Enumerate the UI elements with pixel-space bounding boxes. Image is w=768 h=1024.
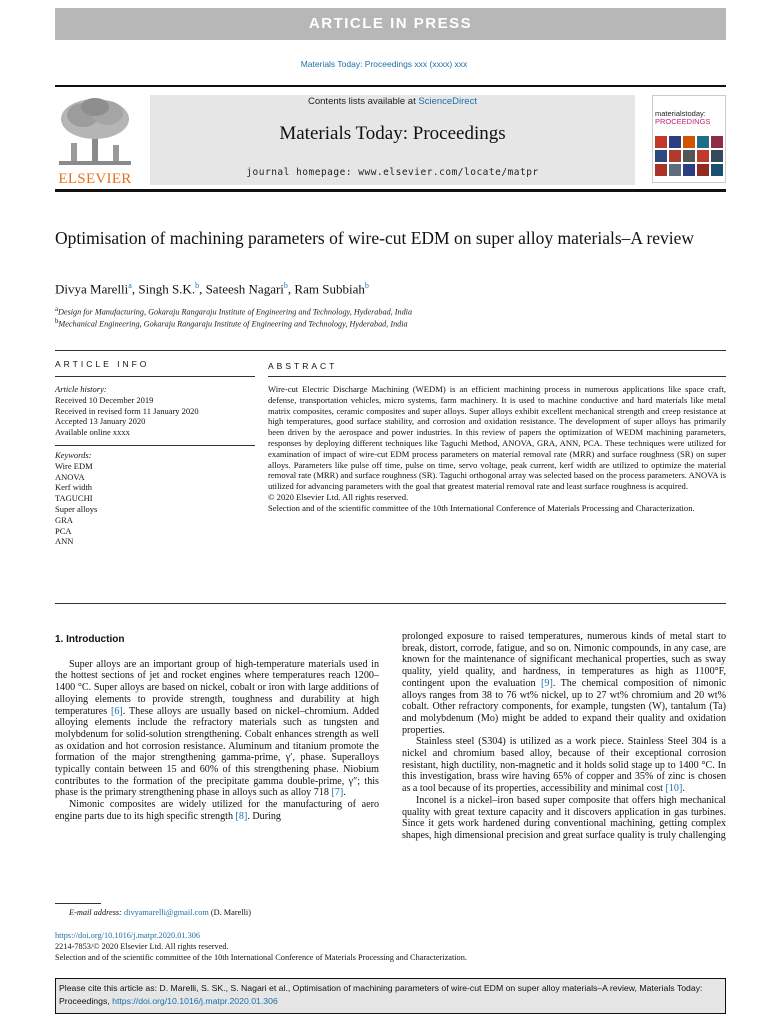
contents-available-line <box>150 95 635 109</box>
selection-footnote: Selection and of the scientific committee of the 10th International Conference of Materials Processing and Characterization. <box>55 953 467 962</box>
keyword-item: Wire EDM <box>55 460 93 471</box>
cover-title-line-1: materialstoday: <box>655 109 706 118</box>
divider-bottom <box>55 603 726 604</box>
affiliation-a: $^a$Design for Manufacturing, Gokaraju Rangaraju Institute of Engineering and Technology, Hyderabad, India <box>55 306 413 317</box>
author-affiliation-marker[interactable]: b <box>283 281 288 290</box>
article-info-rule <box>55 376 255 377</box>
history-label: Article history: <box>55 384 107 394</box>
cite-doi-link[interactable]: https://doi.org/10.1016/j.matpr.2020.01.306 <box>112 996 278 1006</box>
paragraph: Nimonic composites are widely utilized for the manufacturing of aero engine parts due to its high specific strength [8]. During <box>55 799 379 822</box>
citation-link[interactable]: [8] <box>235 810 248 822</box>
article-title: Optimisation of machining parameters of wire-cut EDM on super alloy materials–A review <box>55 228 695 248</box>
contents-prefix: Contents lists available at <box>308 96 419 107</box>
section-heading: 1. Introduction <box>55 634 125 645</box>
citation-link[interactable]: [9] <box>541 677 553 689</box>
elsevier-wordmark: ELSEVIER <box>58 171 132 187</box>
author-affiliation-marker[interactable]: b <box>195 281 200 290</box>
paragraph: prolonged exposure to raised temperatures, numerous kinds of metal start to break, distort, corrode, fatigue, and so on. Nimonic compounds, in any case, are known for the maintenance of significant mechanical properties, such as sway quality, yield quality, and hardness, in temperatures as high as 1100°F, contingent upon the evaluation [9]. The chemical composition of nimonic alloys ranges from 38 to 76 wt% nickel, up to 27 wt% chromium and 20 wt% cobalt. Other refractory components, for example, tungsten (W), tantalum (Ta) and molybdenum (Mo) might be added to expand their quality and oxidation properties. <box>402 631 726 736</box>
history-item: Accepted 13 January 2020 <box>55 416 146 427</box>
article-info-heading: ARTICLE INFO <box>55 359 150 369</box>
history-item: Available online xxxx <box>55 427 130 438</box>
email-link[interactable]: divyamarelli@gmail.com <box>124 908 209 917</box>
abstract-selection: Selection and of the scientific committee of the 10th International Conference of Materials Processing and Characterization. <box>268 502 695 513</box>
journal-header <box>55 85 726 192</box>
abstract-copyright: © 2020 Elsevier Ltd. All rights reserved. <box>268 491 409 502</box>
keyword-item: PCA <box>55 525 72 536</box>
keyword-item: Kerf width <box>55 482 93 493</box>
body-column-left <box>55 628 379 823</box>
author-separator: , <box>287 281 295 297</box>
abstract-text: Wire-cut Electric Discharge Machining (WEDM) is an efficient machining process in numerous applications like space craft, defense, transportation vehicles, micro systems, farm machinery. It is used to machine conductive and hard materials like metal matrix composites, ceramic composites and super alloys. Super alloys exhibit excellent mechanical strength and creep resistance at high temperatures, good surface stability, and corrosion and oxidation resistance. The development of super alloys has primarily been driven by the aerospace and power industries. In this review of papers the optimization of WEDM machining parameters, responses by deploying different techniques like Taguchi Method, ANOVA, GRA, ANN, PCA. These techniques were utilized for examination of impact of wire-cut EDM process parameters on material removal rate (MRR) and surface roughness (SR) on super alloys. Parameters like pulse off time, pulse on time, servo voltage, peak current, kerf width are utilized to optimize the material removal rate (MRR) and surface roughness (SR). Taguchi orthogonal array was selected based on the process parameters. ANOVA is utilized for advancing parameters with the goal that greatest material removal rate and least surface roughness is acquired. <box>268 384 726 492</box>
journal-cover-thumbnail <box>652 95 726 183</box>
cite-text: Please cite this article as: D. Marelli, S. SK., S. Nagari et al., Optimisation of machining parameters of wire-cut EDM on super alloy materials–A review, Materials Today: Proceedings, <box>59 983 703 1006</box>
author-affiliation-marker[interactable]: a <box>128 281 132 290</box>
affiliation-b: $^b$Mechanical Engineering, Gokaraju Rangaraju Institute of Engineering and Technology, Hyderabad, India <box>55 318 408 329</box>
abstract-rule <box>268 376 726 377</box>
sciencedirect-link[interactable]: ScienceDirect <box>418 96 477 107</box>
issn-line: 2214-7853/© 2020 Elsevier Ltd. All rights reserved. <box>55 942 229 951</box>
article-info <box>55 384 255 547</box>
keyword-item: Super alloys <box>55 503 98 514</box>
keyword-item: ANOVA <box>55 471 85 482</box>
journal-homepage: journal homepage: www.elsevier.com/locate/matpr <box>246 167 539 178</box>
cover-title-line-2: PROCEEDINGS <box>655 117 711 126</box>
abstract-heading: ABSTRACT <box>268 361 338 371</box>
journal-masthead <box>150 95 635 185</box>
paragraph: Super alloys are an important group of high-temperature materials used in the hottest sections of jet and rocket engines where temperatures reach 1200–1400 °C. Super alloys are based on nickel, cobalt or iron with large additions of alloying elements to provide strength, toughness and durability at high temperatures [6]. These alloys are usually based on nickel–chromium. Added alloying elements include the refractory materials such as tungsten and molybdenum for solid-solution strengthening. Cobalt enhances strength as well as oxidation and hot corrosion resistance. Aluminum and titanium promote the formation of the major strengthening gamma-prime, γ′, phase. Superalloys typically contain between 15 and 60% of this strengthening phase. Niobium contributes to the formation of the precipitate gamma double-prime, γ″; this phase is the primary strengthening phase in alloys such as alloy 718 [7]. <box>55 658 379 799</box>
keywords-rule <box>55 445 255 446</box>
elsevier-logo <box>55 95 135 187</box>
author-list <box>55 281 695 297</box>
author-name[interactable]: Sateesh Nagari <box>205 281 284 297</box>
citation-link[interactable]: [7] <box>331 787 344 799</box>
doi-link[interactable]: https://doi.org/10.1016/j.matpr.2020.01.306 <box>55 931 201 940</box>
paragraph: Stainless steel (S304) is utilized as a work piece. Stainless Steel 304 is a nickel and chromium based alloy, because of their exceptional corrosion resistant, high ductility, non-magnetic and it holds solid stage up to 1400 °C. In this investigation, brass wire having 65% of copper and 35% of zinc is chosen as a tool because of its properties, accessibility and minimal cost [10]. <box>402 736 726 795</box>
paragraph: Inconel is a nickel–iron based super composite that offers high mechanical quality with great texture capacity and it discovers application in gas turbines. Since it gets work hardened during conventional machining, getting complex shapes, high dimensional precision and great surface quality is truly challenging <box>402 794 726 841</box>
cover-title <box>655 110 710 126</box>
citation-link[interactable]: [10] <box>665 783 683 795</box>
history-item: Received in revised form 11 January 2020 <box>55 405 199 416</box>
body-column-right <box>402 631 726 842</box>
cite-this-article-box <box>55 978 726 1014</box>
elsevier-tree-icon <box>55 95 135 169</box>
journal-reference-link[interactable]: Materials Today: Proceedings xxx (xxxx) xxx <box>300 59 468 69</box>
journal-title: Materials Today: Proceedings <box>279 123 506 144</box>
abstract-body <box>268 384 726 514</box>
history-item: Received 10 December 2019 <box>55 394 154 405</box>
footnote-rule <box>55 903 101 904</box>
author-name[interactable]: Divya Marelli <box>55 281 129 297</box>
email-footnote: E-mail address: divyamarelli@gmail.com (D. Marelli) <box>69 908 251 917</box>
author-separator: , <box>199 281 206 297</box>
article-in-press-banner: ARTICLE IN PRESS <box>55 8 726 40</box>
author-affiliation-marker[interactable]: b <box>364 281 369 290</box>
keyword-item: ANN <box>55 536 74 547</box>
author-name[interactable]: Singh S.K. <box>138 281 196 297</box>
author-separator: , <box>131 281 139 297</box>
keywords-label: Keywords: <box>55 449 92 460</box>
keyword-item: TAGUCHI <box>55 493 93 504</box>
keyword-item: GRA <box>55 514 73 525</box>
cover-image-grid <box>655 136 723 176</box>
author-name[interactable]: Ram Subbiah <box>294 281 365 297</box>
divider-top <box>55 350 726 351</box>
citation-link[interactable]: [6] <box>111 705 123 717</box>
